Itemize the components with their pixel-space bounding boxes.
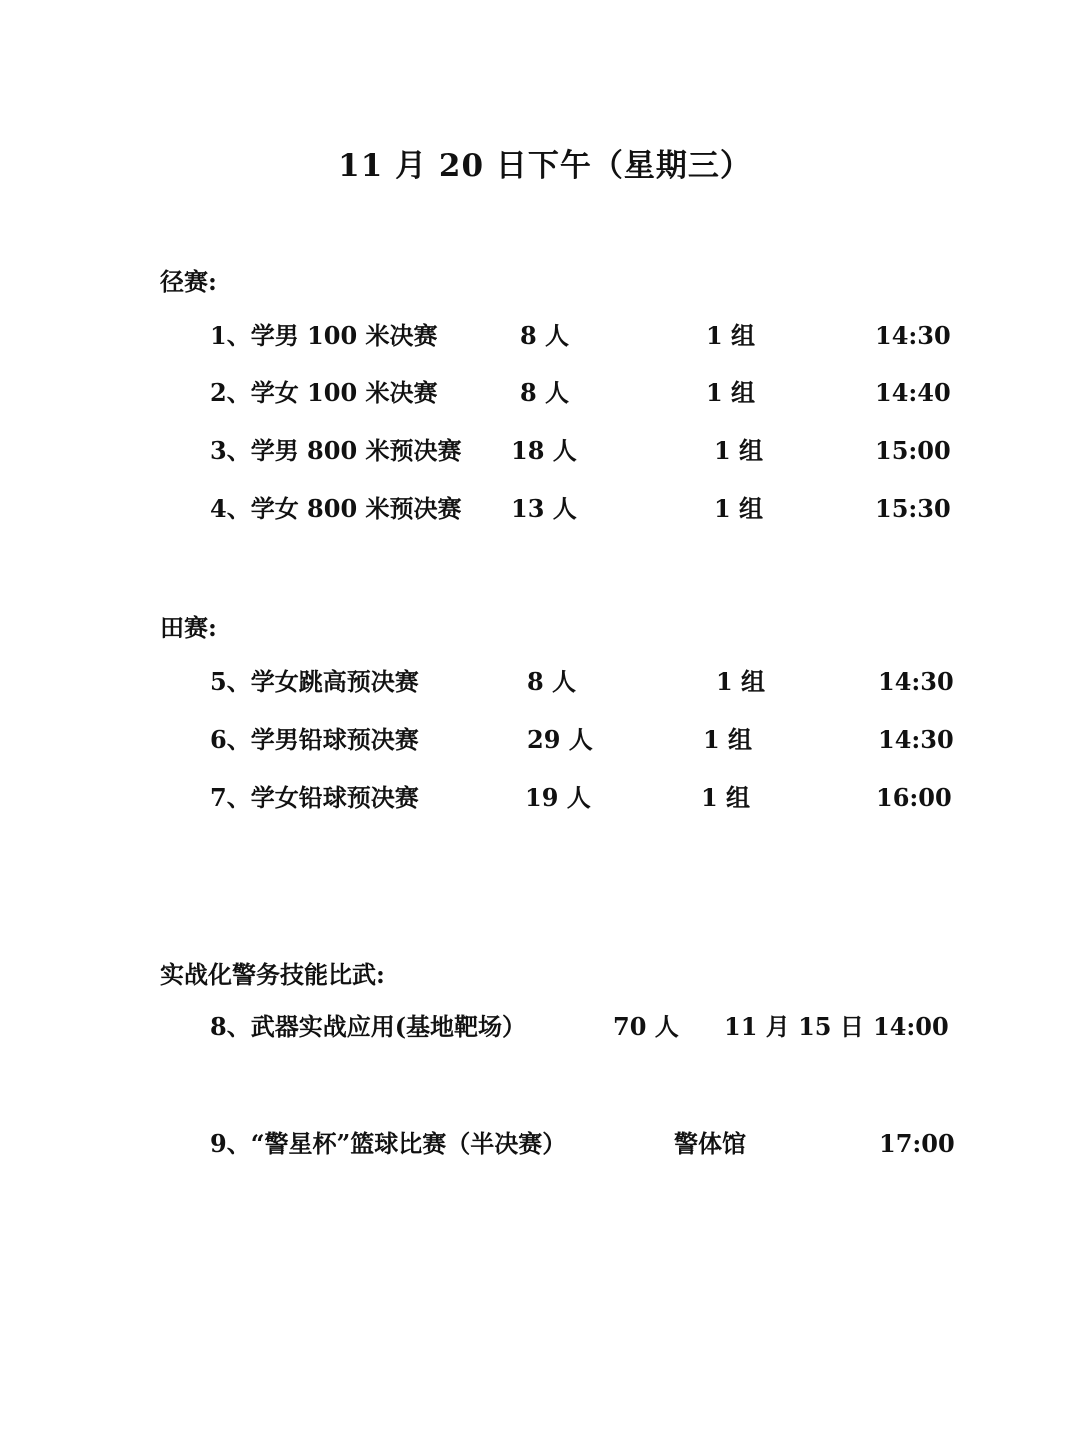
start-time: 14:30 bbox=[875, 321, 951, 350]
event-date: 11 月 15 日 bbox=[724, 1012, 864, 1041]
participant-count: 19 人 bbox=[525, 783, 591, 812]
group-count: 1 组 bbox=[714, 436, 764, 465]
start-time: 15:00 bbox=[875, 436, 951, 465]
participant-count: 8 人 bbox=[527, 667, 577, 696]
event-name: 9、“警星杯”篮球比赛（半决赛） bbox=[210, 1129, 567, 1158]
event-name: 7、学女铅球预决赛 bbox=[210, 783, 419, 812]
group-count: 1 组 bbox=[716, 667, 766, 696]
venue: 警体馆 bbox=[674, 1129, 746, 1158]
schedule-row bbox=[0, 723, 1080, 757]
event-name: 3、学男 800 米预决赛 bbox=[210, 436, 462, 465]
schedule-row bbox=[0, 376, 1080, 410]
start-time: 14:00 bbox=[873, 1012, 949, 1041]
group-count: 1 组 bbox=[706, 321, 756, 350]
event-name: 6、学男铅球预决赛 bbox=[210, 725, 419, 754]
participant-count: 13 人 bbox=[511, 494, 577, 523]
participant-count: 8 人 bbox=[520, 378, 570, 407]
event-name: 8、武器实战应用(基地靶场） bbox=[210, 1012, 527, 1041]
section-heading-field: 田赛: bbox=[160, 613, 217, 642]
start-time: 14:30 bbox=[878, 667, 954, 696]
participant-count: 70 人 bbox=[613, 1012, 679, 1041]
schedule-row bbox=[0, 665, 1080, 699]
schedule-row bbox=[0, 492, 1080, 526]
start-time: 14:40 bbox=[875, 378, 951, 407]
group-count: 1 组 bbox=[701, 783, 751, 812]
start-time: 17:00 bbox=[879, 1129, 955, 1158]
start-time: 15:30 bbox=[875, 494, 951, 523]
page-title: 11 月 20 日下午（星期三） bbox=[338, 148, 752, 184]
participant-count: 29 人 bbox=[527, 725, 593, 754]
schedule-row bbox=[0, 781, 1080, 815]
schedule-row bbox=[0, 434, 1080, 468]
event-name: 5、学女跳高预决赛 bbox=[210, 667, 419, 696]
schedule-row bbox=[0, 319, 1080, 353]
event-name: 1、学男 100 米决赛 bbox=[210, 321, 438, 350]
start-time: 14:30 bbox=[878, 725, 954, 754]
schedule-row bbox=[0, 1010, 1080, 1044]
event-name: 2、学女 100 米决赛 bbox=[210, 378, 438, 407]
group-count: 1 组 bbox=[714, 494, 764, 523]
participant-count: 8 人 bbox=[520, 321, 570, 350]
section-heading-track: 径赛: bbox=[160, 267, 217, 296]
basketball-row bbox=[0, 1127, 1080, 1161]
event-name: 4、学女 800 米预决赛 bbox=[210, 494, 462, 523]
group-count: 1 组 bbox=[703, 725, 753, 754]
participant-count: 18 人 bbox=[511, 436, 577, 465]
start-time: 16:00 bbox=[876, 783, 952, 812]
group-count: 1 组 bbox=[706, 378, 756, 407]
section-heading-police-skills: 实战化警务技能比武: bbox=[160, 960, 385, 989]
